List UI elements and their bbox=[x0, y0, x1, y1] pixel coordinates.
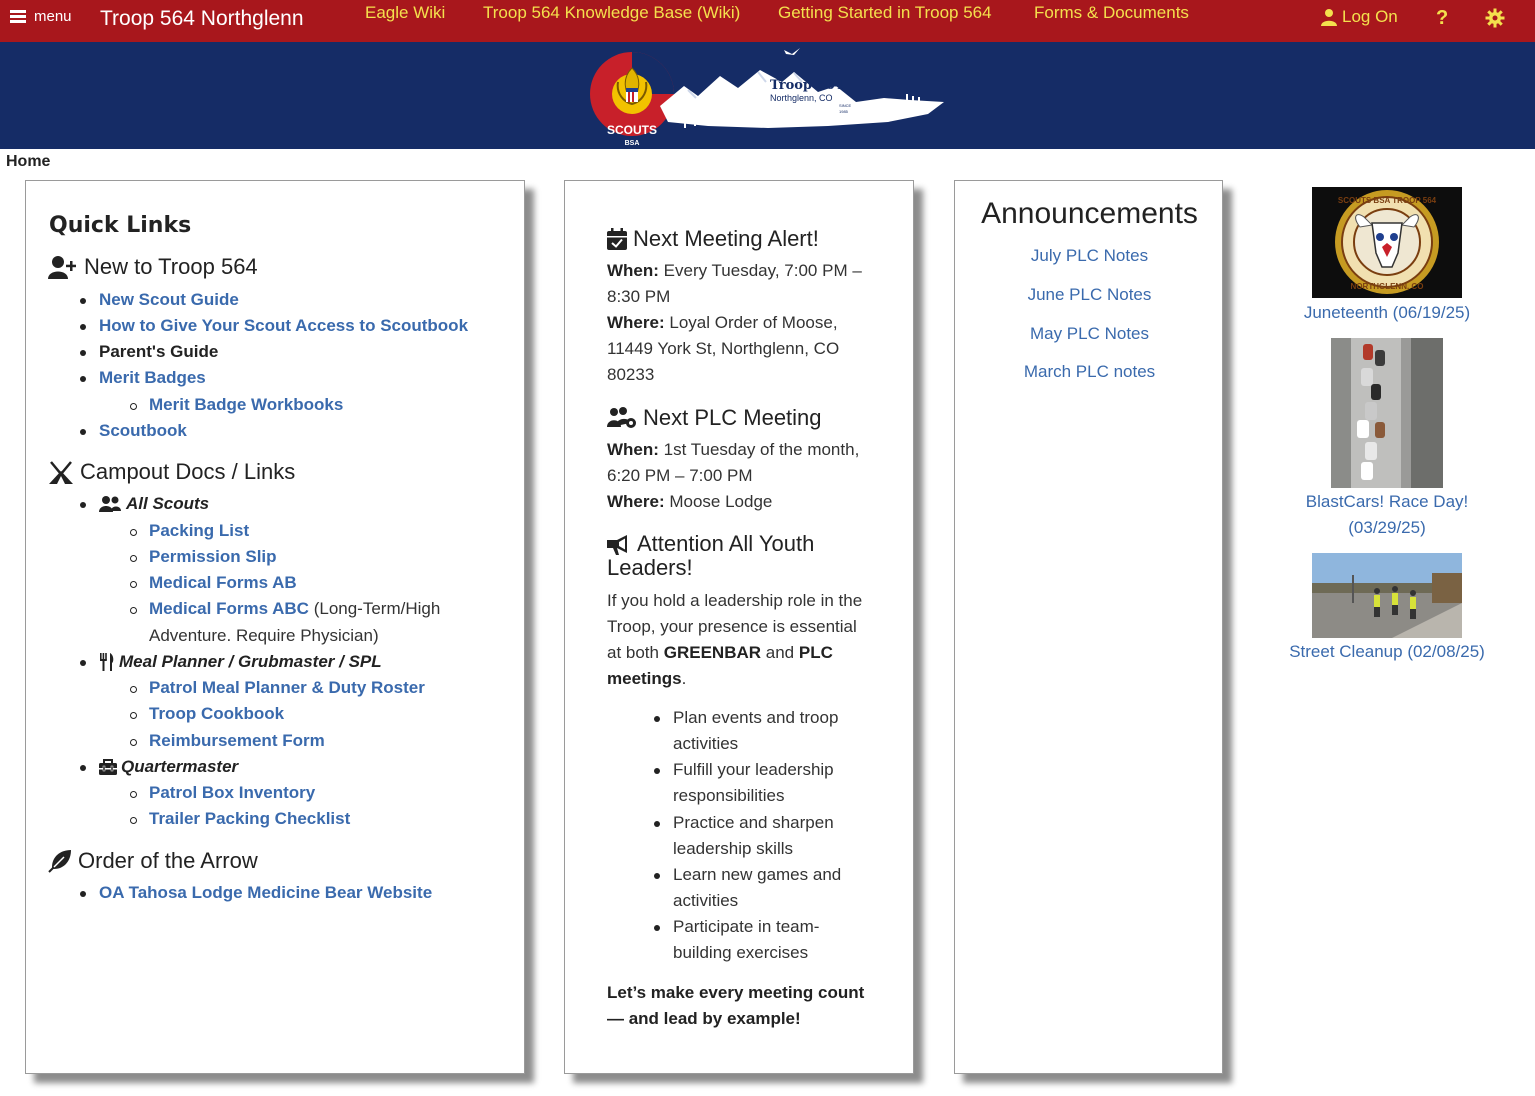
meeting-where-line3: 80233 bbox=[607, 365, 655, 384]
closing-line1: Let’s make every meeting count bbox=[607, 983, 865, 1002]
log-on-button[interactable] bbox=[1320, 7, 1398, 27]
juneteenth-photo[interactable] bbox=[1312, 187, 1462, 298]
help-button[interactable]: ? bbox=[1436, 7, 1449, 29]
plc-when-label: When: bbox=[607, 440, 659, 459]
attn-p-line2: Troop, your presence is essential bbox=[607, 617, 857, 636]
meeting-info-card bbox=[564, 180, 914, 1074]
bullet bbox=[654, 873, 660, 879]
logo-bsa-text: BSA bbox=[624, 140, 640, 147]
plc-where: Moose Lodge bbox=[669, 492, 773, 511]
meal-planner-label: Meal Planner / Grubmaster / SPL bbox=[119, 652, 382, 671]
link-permission-slip[interactable]: Permission Slip bbox=[149, 547, 277, 566]
attention-title bbox=[607, 531, 815, 580]
link-merit-badge-workbooks[interactable]: Merit Badge Workbooks bbox=[149, 395, 344, 414]
link-merit-badges[interactable]: Merit Badges bbox=[99, 368, 206, 387]
leader-bullet-3 bbox=[673, 810, 863, 862]
nav-knowledge-base[interactable]: Troop 564 Knowledge Base (Wiki) bbox=[483, 3, 741, 22]
bullet bbox=[80, 429, 86, 435]
link-scoutbook[interactable]: Scoutbook bbox=[99, 421, 187, 440]
top-nav bbox=[0, 0, 1535, 42]
announcements-title: Announcements bbox=[981, 197, 1198, 230]
attn-period: . bbox=[681, 669, 687, 688]
logo-since-text: SINCE bbox=[839, 103, 852, 108]
leader-bullet-4 bbox=[673, 862, 863, 914]
meeting-where-line1: Loyal Order of Moose, bbox=[669, 313, 838, 332]
users-icon bbox=[99, 496, 121, 512]
bullet-2-line2: responsibilities bbox=[673, 786, 785, 805]
circle-bullet bbox=[130, 607, 137, 614]
meetings-text: meetings bbox=[607, 669, 682, 688]
logo-year-text: 1985 bbox=[839, 109, 848, 114]
feather-icon bbox=[48, 849, 72, 873]
meeting-where-line2: 11449 York St, Northglenn, CO bbox=[607, 339, 840, 358]
announcement-march-plc[interactable]: March PLC notes bbox=[1023, 362, 1156, 381]
link-troop-cookbook[interactable]: Troop Cookbook bbox=[149, 704, 285, 723]
menu-label: menu bbox=[34, 8, 72, 25]
bullet bbox=[80, 376, 86, 382]
bullet bbox=[80, 324, 86, 330]
plc-text: PLC bbox=[798, 643, 833, 662]
link-new-scout-guide[interactable]: New Scout Guide bbox=[99, 290, 239, 309]
breadcrumb[interactable]: Home bbox=[6, 153, 51, 170]
nav-forms-documents[interactable]: Forms & Documents bbox=[1034, 3, 1189, 22]
quick-links-card bbox=[25, 180, 525, 1074]
circle-bullet bbox=[130, 712, 137, 719]
attn-p-line3c: and bbox=[765, 643, 795, 662]
parents-guide-label: Parent's Guide bbox=[99, 342, 219, 361]
plc-when-line1: 1st Tuesday of the month, bbox=[663, 440, 860, 459]
circle-bullet bbox=[130, 581, 137, 588]
blastcars-caption-line2: (03/29/25) bbox=[1348, 518, 1426, 537]
announcement-may-plc[interactable]: May PLC Notes bbox=[1029, 324, 1150, 343]
hamburger-icon bbox=[10, 10, 26, 23]
plc-where-label: Where: bbox=[607, 492, 665, 511]
when-label: When: bbox=[607, 261, 659, 280]
menu-button[interactable] bbox=[10, 8, 72, 25]
troop-logo[interactable] bbox=[588, 42, 950, 149]
order-of-arrow-heading bbox=[48, 848, 258, 874]
juneteenth-caption[interactable]: Juneteenth (06/19/25) bbox=[1303, 303, 1471, 322]
circle-bullet bbox=[130, 739, 137, 746]
next-plc-heading bbox=[607, 406, 822, 430]
bullet bbox=[80, 891, 86, 897]
closing-message bbox=[607, 980, 887, 1032]
plc-details bbox=[607, 437, 887, 515]
link-packing-list[interactable]: Packing List bbox=[149, 521, 250, 540]
campground-icon bbox=[48, 460, 74, 484]
bullet-3-line2: leadership skills bbox=[673, 839, 793, 858]
seal-bottom-text: NORTHGLENN, CO bbox=[1350, 282, 1424, 291]
closing-line2: — and lead by example! bbox=[607, 1009, 801, 1028]
abc-note-line1: (Long-Term/High bbox=[313, 599, 441, 618]
site-brand[interactable]: Troop 564 Northglenn bbox=[100, 7, 304, 30]
bullet-2-line1: Fulfill your leadership bbox=[673, 760, 834, 779]
circle-bullet bbox=[130, 686, 137, 693]
blastcars-caption[interactable] bbox=[1288, 489, 1486, 541]
blastcars-photo[interactable] bbox=[1331, 338, 1443, 488]
logo-scouts-text: SCOUTS bbox=[606, 123, 658, 137]
toolbox-icon bbox=[99, 759, 117, 775]
attention-heading bbox=[607, 532, 814, 580]
campout-label: Campout Docs / Links bbox=[80, 459, 296, 484]
new-to-troop-heading bbox=[48, 254, 258, 280]
next-meeting-heading bbox=[607, 227, 819, 251]
link-patrol-meal-planner[interactable]: Patrol Meal Planner & Duty Roster bbox=[149, 678, 425, 697]
leader-bullet-5 bbox=[673, 914, 863, 966]
bullet bbox=[80, 660, 86, 666]
meeting-when-line2: 8:30 PM bbox=[607, 287, 671, 306]
bullet bbox=[80, 350, 86, 356]
logo-troop-text: Troop 564 bbox=[770, 78, 844, 93]
attn-p-line1: If you hold a leadership role in the bbox=[607, 591, 863, 610]
meeting-when bbox=[607, 258, 887, 388]
attn-p-line3a: at both bbox=[607, 643, 659, 662]
bullet-4-line2: activities bbox=[673, 891, 739, 910]
street-cleanup-photo[interactable] bbox=[1312, 553, 1462, 638]
circle-bullet bbox=[130, 403, 137, 410]
link-oa-tahosa-lodge[interactable]: OA Tahosa Lodge Medicine Bear Website bbox=[99, 883, 433, 902]
all-scouts-group bbox=[99, 494, 209, 514]
abc-note-line2: Adventure. Require Physician) bbox=[149, 626, 379, 645]
user-icon bbox=[1320, 8, 1338, 26]
attention-title-line1: Attention All Youth bbox=[637, 531, 815, 556]
link-patrol-box-inventory[interactable]: Patrol Box Inventory bbox=[149, 783, 316, 802]
announcement-july-plc[interactable]: July PLC Notes bbox=[1030, 246, 1149, 265]
circle-bullet bbox=[130, 817, 137, 824]
plc-when-line2: 6:20 PM – 7:00 PM bbox=[607, 466, 753, 485]
banner bbox=[0, 42, 1535, 149]
meal-planner-group bbox=[99, 652, 382, 672]
bullet-1-line1: Plan events and troop bbox=[673, 708, 839, 727]
bullet bbox=[654, 768, 660, 774]
link-medical-forms-abc[interactable]: Medical Forms ABC bbox=[149, 599, 309, 618]
quartermaster-group bbox=[99, 757, 238, 777]
bullet bbox=[80, 298, 86, 304]
all-scouts-label: All Scouts bbox=[126, 494, 210, 513]
bullet-5-line2: building exercises bbox=[673, 943, 809, 962]
next-plc-title: Next PLC Meeting bbox=[643, 405, 822, 430]
utensils-icon bbox=[99, 653, 115, 671]
bullet bbox=[80, 765, 86, 771]
medical-forms-abc-row bbox=[149, 599, 440, 619]
user-plus-icon bbox=[48, 255, 78, 279]
meeting-when-line1: Every Tuesday, 7:00 PM – bbox=[663, 261, 862, 280]
blastcars-caption-line1: BlastCars! Race Day! bbox=[1305, 492, 1469, 511]
link-scoutbook-access[interactable]: How to Give Your Scout Access to Scoutbook bbox=[99, 316, 469, 335]
bullet-3-line1: Practice and sharpen bbox=[673, 813, 834, 832]
order-of-arrow-label: Order of the Arrow bbox=[78, 848, 258, 873]
leader-bullet-1 bbox=[673, 705, 863, 757]
announcements-card bbox=[954, 180, 1223, 1074]
bullet-4-line1: Learn new games and bbox=[673, 865, 842, 884]
leader-bullet-2 bbox=[673, 757, 863, 809]
bullet-1-line2: activities bbox=[673, 734, 739, 753]
nav-getting-started[interactable]: Getting Started in Troop 564 bbox=[778, 3, 992, 22]
new-to-troop-label: New to Troop 564 bbox=[84, 254, 258, 279]
link-reimbursement-form[interactable]: Reimbursement Form bbox=[149, 731, 325, 750]
logo-city-text: Northglenn, CO bbox=[770, 93, 833, 103]
where-label: Where: bbox=[607, 313, 665, 332]
circle-bullet bbox=[130, 791, 137, 798]
nav-eagle-wiki[interactable]: Eagle Wiki bbox=[365, 3, 446, 22]
quick-links-title: Quick Links bbox=[49, 213, 192, 238]
quartermaster-label: Quartermaster bbox=[121, 757, 239, 776]
bullet bbox=[80, 502, 86, 508]
link-medical-forms-ab[interactable]: Medical Forms AB bbox=[149, 573, 297, 592]
attention-paragraph bbox=[607, 588, 887, 692]
bullhorn-icon bbox=[607, 534, 631, 556]
bullet bbox=[654, 716, 660, 722]
log-on-label: Log On bbox=[1342, 7, 1398, 26]
circle-bullet bbox=[130, 529, 137, 536]
next-meeting-title: Next Meeting Alert! bbox=[633, 226, 819, 251]
bullet-5-line1: Participate in team- bbox=[673, 917, 820, 936]
bullet bbox=[654, 925, 660, 931]
street-cleanup-caption[interactable]: Street Cleanup (02/08/25) bbox=[1289, 642, 1485, 661]
link-trailer-packing-checklist[interactable]: Trailer Packing Checklist bbox=[149, 809, 351, 828]
announcement-june-plc[interactable]: June PLC Notes bbox=[1027, 285, 1152, 304]
calendar-check-icon bbox=[607, 228, 627, 250]
campout-heading bbox=[48, 459, 295, 485]
seal-top-text: SCOUTS BSA TROOP 564 bbox=[1337, 196, 1437, 205]
attention-title-line2: Leaders! bbox=[607, 555, 693, 580]
gear-icon[interactable] bbox=[1485, 8, 1505, 28]
users-cog-icon bbox=[607, 407, 637, 429]
greenbar-text: GREENBAR bbox=[663, 643, 762, 662]
abc-note-line2-row bbox=[149, 626, 379, 646]
bullet bbox=[654, 821, 660, 827]
circle-bullet bbox=[130, 555, 137, 562]
